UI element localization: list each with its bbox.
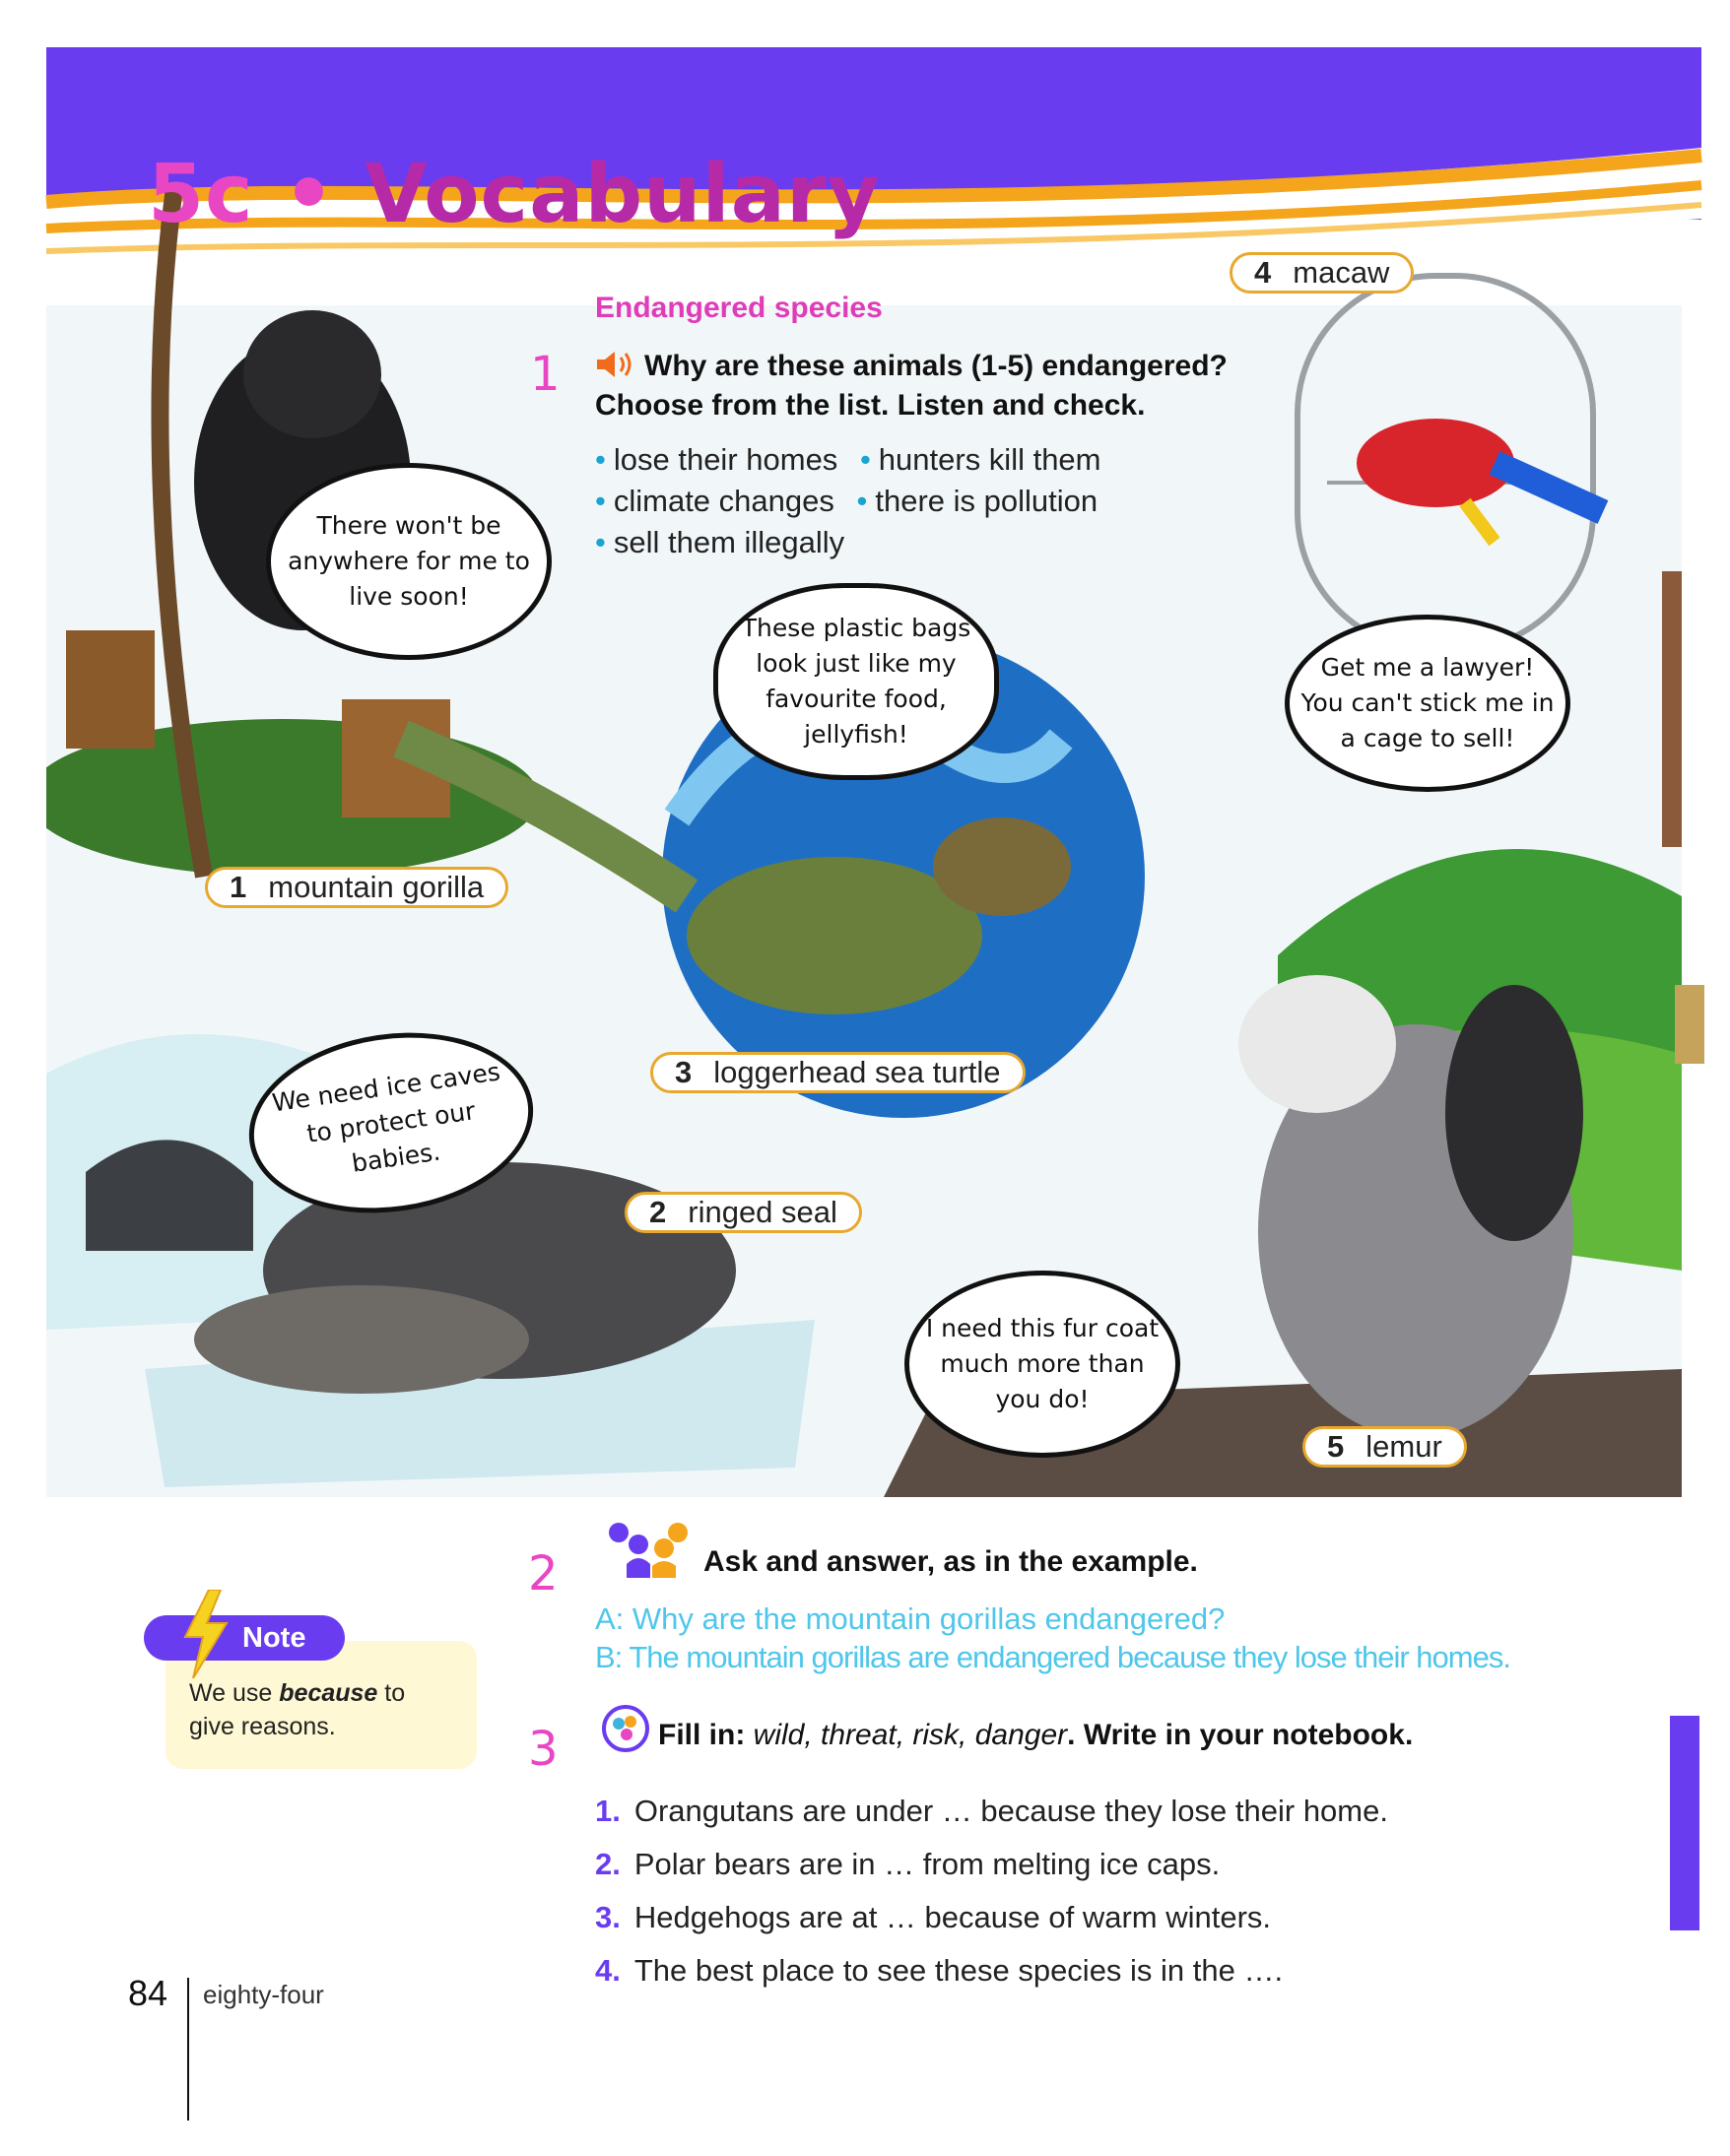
list-item: • there is pollution bbox=[856, 484, 1098, 518]
page-divider bbox=[187, 1978, 189, 2121]
exercise-2-number: 2 bbox=[528, 1546, 559, 1601]
exercise-1-number: 1 bbox=[530, 347, 561, 402]
speaker-icon[interactable] bbox=[595, 349, 638, 380]
list-item: 3. Hedgehogs are at … because of warm winters. bbox=[595, 1900, 1272, 1934]
unit-title bbox=[148, 148, 881, 241]
list-item: 4. The best place to see these species is in the …. bbox=[595, 1953, 1284, 1988]
label-mountain-gorilla: 1 mountain gorilla bbox=[205, 867, 508, 908]
list-item: 1. Orangutans are under … because they lose their home. bbox=[595, 1794, 1388, 1828]
section-title: Vocabulary bbox=[365, 148, 881, 241]
reason-list bbox=[595, 439, 1206, 563]
pair-work-icon bbox=[599, 1521, 698, 1580]
label-ringed-seal: 2 ringed seal bbox=[625, 1192, 862, 1233]
bubble-lemur: I need this fur coat much more than you do! bbox=[904, 1271, 1180, 1458]
side-tab bbox=[1675, 47, 1704, 1485]
label-loggerhead-sea-turtle: 3 loggerhead sea turtle bbox=[650, 1052, 1026, 1093]
exercise-1-instruction bbox=[595, 347, 1228, 425]
dialog-line-b: B: The mountain gorillas are endangered because they lose their homes. bbox=[595, 1640, 1510, 1674]
exercise-1-line-1: Why are these animals (1-5) endangered? bbox=[644, 350, 1228, 382]
label-lemur: 5 lemur bbox=[1302, 1426, 1467, 1468]
note-label: Note bbox=[144, 1615, 345, 1661]
bubble-gorilla: There won't be anywhere for me to live soon! bbox=[266, 463, 552, 660]
dialog-line-a: A: Why are the mountain gorillas endangered? bbox=[595, 1601, 1226, 1636]
bubble-turtle: These plastic bags look just like my favourite food, jellyfish! bbox=[713, 583, 999, 780]
unit-number: 5c bbox=[148, 148, 254, 241]
title-separator: • bbox=[283, 148, 336, 241]
page-number-word: eighty-four bbox=[203, 1980, 324, 2009]
fill-in-words: wild, threat, risk, danger bbox=[753, 1719, 1068, 1751]
list-item: • sell them illegally bbox=[595, 525, 845, 559]
exercise-2-instruction: Ask and answer, as in the example. bbox=[703, 1545, 1198, 1578]
label-macaw: 4 macaw bbox=[1230, 252, 1414, 294]
fill-in-list bbox=[595, 1785, 1388, 1997]
list-item: • climate changes bbox=[595, 484, 834, 518]
bubble-seal: We need ice caves to protect our babies. bbox=[237, 1015, 545, 1231]
subsection-title: Endangered species bbox=[595, 292, 883, 324]
bubble-macaw: Get me a lawyer! You can't stick me in a cage to sell! bbox=[1285, 615, 1570, 792]
notebook-icon bbox=[601, 1704, 650, 1753]
list-item: 2. Polar bears are in … from melting ice caps. bbox=[595, 1847, 1221, 1881]
page-number: 84 bbox=[128, 1973, 168, 2013]
exercise-3-instruction: Fill in: wild, threat, risk, danger. Write in your notebook. bbox=[658, 1719, 1414, 1751]
side-tab-purple bbox=[1670, 1716, 1699, 1930]
note-keyword: because bbox=[279, 1679, 378, 1707]
list-item: • lose their homes bbox=[595, 442, 838, 477]
exercise-1-line-2: Choose from the list. Listen and check. bbox=[595, 389, 1146, 422]
lightning-icon bbox=[179, 1590, 233, 1678]
note-text: We use because to give reasons. bbox=[189, 1679, 406, 1740]
exercise-3-number: 3 bbox=[528, 1722, 559, 1777]
list-item: • hunters kill them bbox=[859, 442, 1101, 477]
